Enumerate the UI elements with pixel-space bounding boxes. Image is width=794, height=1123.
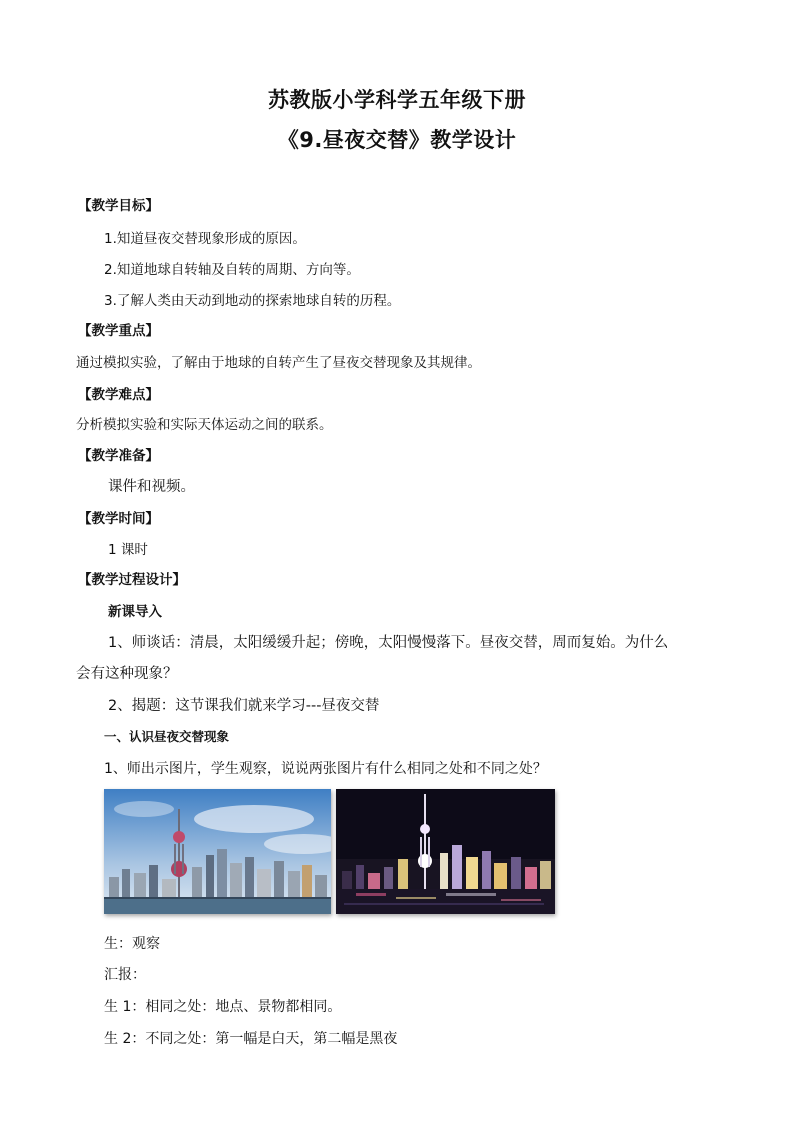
difficulties-text: 分析模拟实验和实际天体运动之间的联系。 [76,417,333,433]
report-text: 汇报： [104,967,146,983]
doc-title: 苏教版小学科学五年级下册 [268,88,526,112]
time-text: 1 课时 [108,542,148,558]
goal-item-1: 1.知道昼夜交替现象形成的原因。 [104,231,306,247]
preparation-text: 课件和视频。 [108,479,195,495]
observe-text: 生：观察 [104,936,160,952]
nighttime-skyline-image [336,789,555,914]
intro-item-1-line-2: 会有这种现象？ [76,666,178,682]
student-1-answer: 生 1：相同之处：地点、景物都相同。 [104,999,342,1015]
intro-item-1-line-1: 1、师谈话：清晨，太阳缓缓升起；傍晚，太阳慢慢落下。昼夜交替，周而复始。为什么 [108,635,669,651]
goal-item-2: 2.知道地球自转轴及自转的周期、方向等。 [104,262,360,278]
heading-key-points: 【教学重点】 [78,323,159,339]
intro-item-2: 2、揭题：这节课我们就来学习---昼夜交替 [108,698,380,714]
heading-difficulties: 【教学难点】 [78,387,159,403]
heading-goals: 【教学目标】 [78,198,159,214]
doc-subtitle: 《9.昼夜交替》教学设计 [277,128,517,152]
intro-heading: 新课导入 [108,604,162,620]
daytime-skyline-image [104,789,331,914]
daytime-skyline-illustration [104,789,331,914]
student-2-answer: 生 2：不同之处：第一幅是白天，第二幅是黑夜 [104,1031,398,1047]
heading-time: 【教学时间】 [78,511,159,527]
goal-item-3: 3.了解人类由天动到地动的探索地球自转的历程。 [104,293,401,309]
key-points-text: 通过模拟实验，了解由于地球的自转产生了昼夜交替现象及其规律。 [76,355,481,371]
section-1-item-1: 1、师出示图片，学生观察，说说两张图片有什么相同之处和不同之处？ [104,761,547,777]
nighttime-skyline-illustration [336,789,555,914]
section-1-heading: 一、认识昼夜交替现象 [104,729,230,744]
heading-process: 【教学过程设计】 [78,572,186,588]
heading-preparation: 【教学准备】 [78,448,159,464]
